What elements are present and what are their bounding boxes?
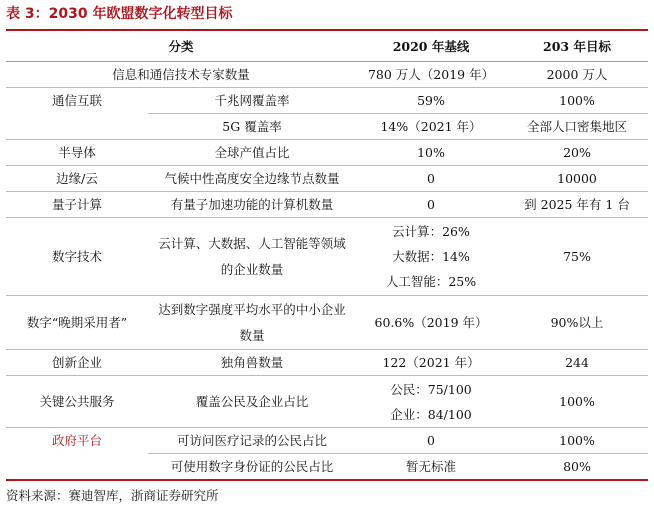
target-cell: 20% [506, 140, 648, 166]
baseline-cell: 59% [356, 88, 506, 114]
table-row [6, 350, 648, 376]
table-row [6, 62, 648, 88]
group-cell-empty [6, 454, 148, 481]
group-cell: 关键公共服务 [6, 376, 148, 428]
baseline-line: 企业：84/100 [390, 406, 472, 422]
indicator-cell: 覆盖公民及企业占比 [148, 376, 356, 428]
baseline-cell [356, 218, 506, 296]
baseline-cell: 780 万人（2019 年） [356, 62, 506, 88]
header-baseline: 2020 年基线 [356, 31, 506, 62]
targets-table [6, 31, 648, 481]
target-cell: 100% [506, 428, 648, 454]
group-cell: 创新企业 [6, 350, 148, 376]
target-cell: 2000 万人 [506, 62, 648, 88]
target-cell: 100% [506, 88, 648, 114]
group-cell: 量子计算 [6, 192, 148, 218]
indicator-cell: 信息和通信技术专家数量 [6, 62, 356, 88]
baseline-line: 大数据：14% [392, 249, 470, 264]
table-row [6, 88, 648, 114]
target-cell: 75% [506, 218, 648, 296]
baseline-cell: 10% [356, 140, 506, 166]
indicator-cell: 5G 覆盖率 [148, 114, 356, 140]
baseline-line: 云计算：26% [392, 224, 470, 239]
baseline-line: 人工智能：25% [385, 274, 477, 289]
target-cell: 80% [506, 454, 648, 481]
target-cell: 10000 [506, 166, 648, 192]
table-row [6, 218, 648, 296]
header-row [6, 31, 648, 62]
table-row [6, 192, 648, 218]
indicator-cell: 千兆网覆盖率 [148, 88, 356, 114]
source-note: 资料来源：赛迪智库，浙商证券研究所 [6, 488, 219, 503]
group-cell: 数字“晚期采用者” [6, 296, 148, 350]
group-cell: 政府平台 [51, 433, 102, 449]
group-cell-empty [6, 114, 148, 140]
indicator-cell: 有量子加速功能的计算机数量 [148, 192, 356, 218]
group-cell: 边缘/云 [6, 166, 148, 192]
indicator-cell: 气候中性高度安全边缘节点数量 [148, 166, 356, 192]
target-cell: 90%以上 [506, 296, 648, 350]
table-row [6, 296, 648, 350]
target-cell: 到 2025 年有 1 台 [506, 192, 648, 218]
table-row [6, 428, 648, 454]
indicator-cell: 可使用数字身份证的公民占比 [148, 454, 356, 481]
target-cell: 100% [506, 376, 648, 428]
table-title: 表 3：2030 年欧盟数字化转型目标 [6, 6, 233, 22]
group-cell: 半导体 [6, 140, 148, 166]
baseline-cell: 暂无标准 [356, 454, 506, 481]
baseline-cell: 14%（2021 年） [356, 114, 506, 140]
baseline-cell: 0 [356, 428, 506, 454]
baseline-cell: 0 [356, 166, 506, 192]
group-cell: 通信互联 [51, 93, 102, 109]
indicator-cell: 全球产值占比 [148, 140, 356, 166]
baseline-line: 公民：75/100 [390, 381, 472, 397]
header-category: 分类 [6, 31, 356, 62]
target-cell: 244 [506, 350, 648, 376]
baseline-cell: 122（2021 年） [356, 350, 506, 376]
baseline-cell: 60.6%（2019 年） [356, 296, 506, 350]
baseline-cell: 0 [356, 192, 506, 218]
table-row [6, 376, 648, 428]
indicator-cell: 独角兽数量 [148, 350, 356, 376]
table-row [6, 114, 648, 140]
indicator-cell: 云计算、大数据、人工智能等领域的企业数量 [148, 218, 356, 296]
table-row [6, 140, 648, 166]
target-cell: 全部人口密集地区 [506, 114, 648, 140]
indicator-cell: 可访问医疗记录的公民占比 [148, 428, 356, 454]
indicator-cell: 达到数字强度平均水平的中小企业数量 [148, 296, 356, 350]
table-row [6, 454, 648, 481]
baseline-cell [356, 376, 506, 428]
table-row [6, 166, 648, 192]
header-target: 203 年目标 [506, 31, 648, 62]
group-cell: 数字技术 [6, 218, 148, 296]
